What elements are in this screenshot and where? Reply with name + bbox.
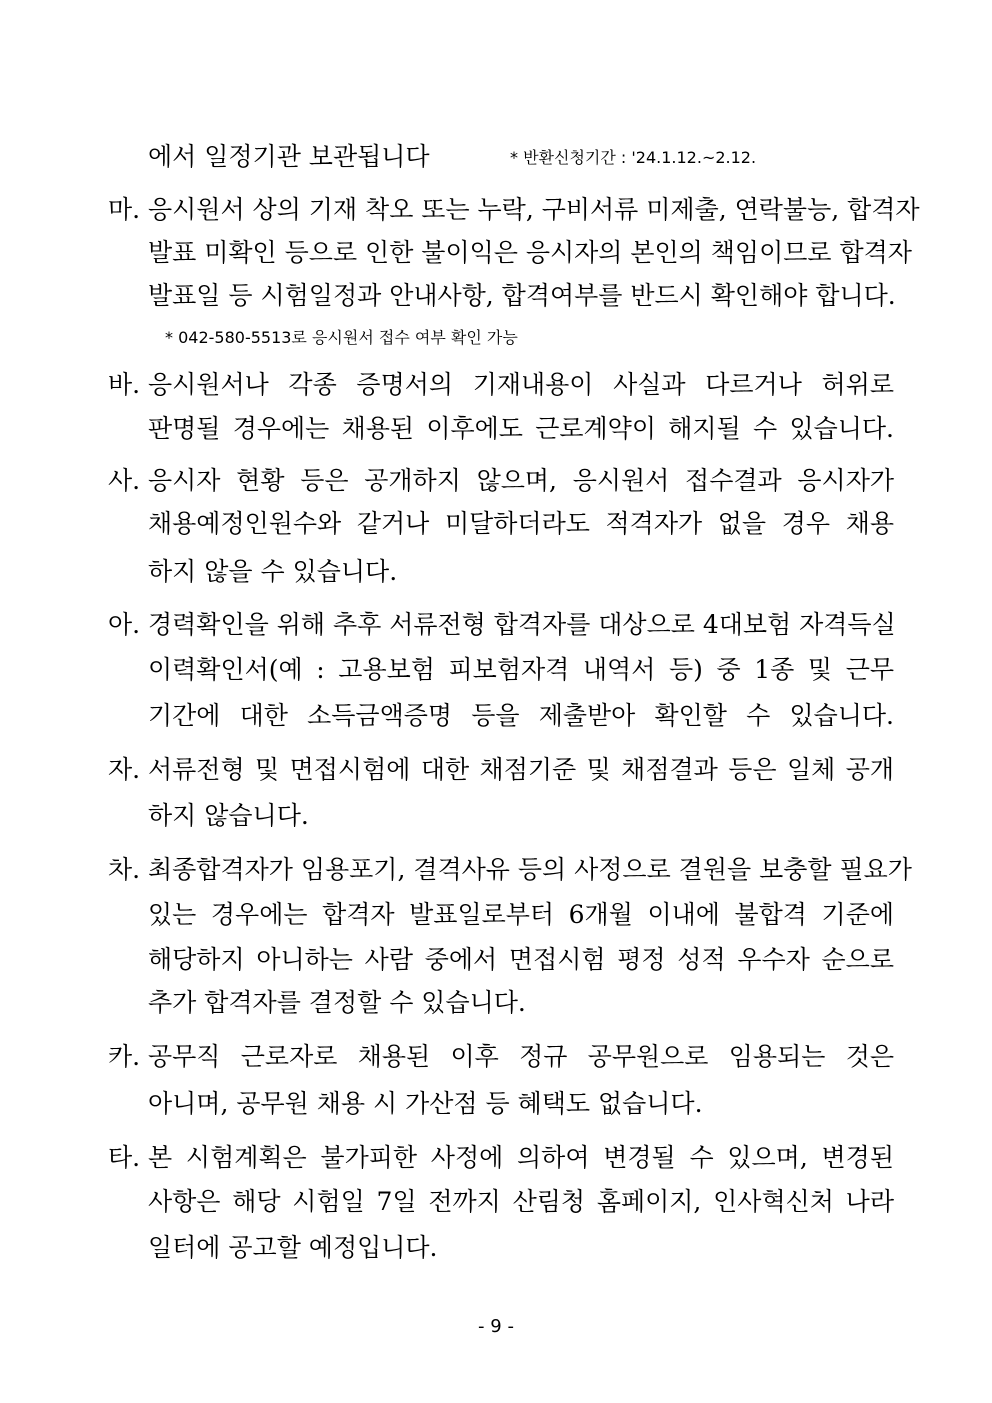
item-line: 해당하지 아니하는 사람 중에서 면접시험 평정 성적 우수자 순으로: [148, 945, 894, 974]
item-line: 발표 미확인 등으로 인한 불이익은 응시자의 본인의 책임이므로 합격자: [148, 238, 912, 267]
item-line: 최종합격자가 임용포기, 결격사유 등의 사정으로 결원을 보충할 필요가: [148, 855, 912, 884]
item-line: 기간에 대한 소득금액증명 등을 제출받아 확인할 수 있습니다.: [148, 701, 894, 730]
item-line: 서류전형 및 면접시험에 대한 채점기준 및 채점결과 등은 일체 공개: [148, 755, 894, 784]
item-marker: 마.: [108, 195, 141, 224]
item-line: 응시원서 상의 기재 착오 또는 누락, 구비서류 미제출, 연락불능, 합격자: [148, 195, 920, 224]
item-line: 추가 합격자를 결정할 수 있습니다.: [148, 988, 526, 1017]
item-line: 경력확인을 위해 추후 서류전형 합격자를 대상으로 4대보험 자격득실: [148, 610, 896, 639]
item-marker: 타.: [108, 1143, 141, 1172]
item-marker: 바.: [108, 370, 141, 399]
return-period-note: * 반환신청기간 : '24.1.12.~2.12.: [510, 148, 757, 167]
item-line: 채용예정인원수와 같거나 미달하더라도 적격자가 없을 경우 채용: [148, 509, 894, 538]
item-line: 발표일 등 시험일정과 안내사항, 합격여부를 반드시 확인해야 합니다.: [148, 281, 896, 310]
item-line: 이력확인서(예 : 고용보험 피보험자격 내역서 등) 중 1종 및 근무: [148, 655, 894, 684]
item-line: 공무직 근로자로 채용된 이후 정규 공무원으로 임용되는 것은: [148, 1042, 894, 1071]
item-marker: 자.: [108, 755, 141, 784]
item-marker: 카.: [108, 1042, 141, 1071]
item-line: 있는 경우에는 합격자 발표일로부터 6개월 이내에 불합격 기준에: [148, 900, 894, 929]
confirmation-note: * 042-580-5513로 응시원서 접수 여부 확인 가능: [165, 328, 518, 347]
page-number: - 9 -: [478, 1316, 514, 1337]
item-line: 일터에 공고할 예정입니다.: [148, 1233, 438, 1262]
item-line: 사항은 해당 시험일 7일 전까지 산림청 홈페이지, 인사혁신처 나라: [148, 1187, 894, 1216]
item-marker: 아.: [108, 610, 141, 639]
item-line: 하지 않습니다.: [148, 801, 309, 830]
item-line: 판명될 경우에는 채용된 이후에도 근로계약이 해지될 수 있습니다.: [148, 414, 894, 443]
item-marker: 차.: [108, 855, 141, 884]
item-line: 응시자 현황 등은 공개하지 않으며, 응시원서 접수결과 응시자가: [148, 466, 894, 495]
continuation-text: 에서 일정기관 보관됩니다: [148, 142, 430, 171]
item-line: 본 시험계획은 불가피한 사정에 의하여 변경될 수 있으며, 변경된: [148, 1143, 894, 1172]
item-line: 응시원서나 각종 증명서의 기재내용이 사실과 다르거나 허위로: [148, 370, 894, 399]
item-line: 하지 않을 수 있습니다.: [148, 557, 398, 586]
item-marker: 사.: [108, 466, 141, 495]
item-line: 아니며, 공무원 채용 시 가산점 등 혜택도 없습니다.: [148, 1089, 703, 1118]
